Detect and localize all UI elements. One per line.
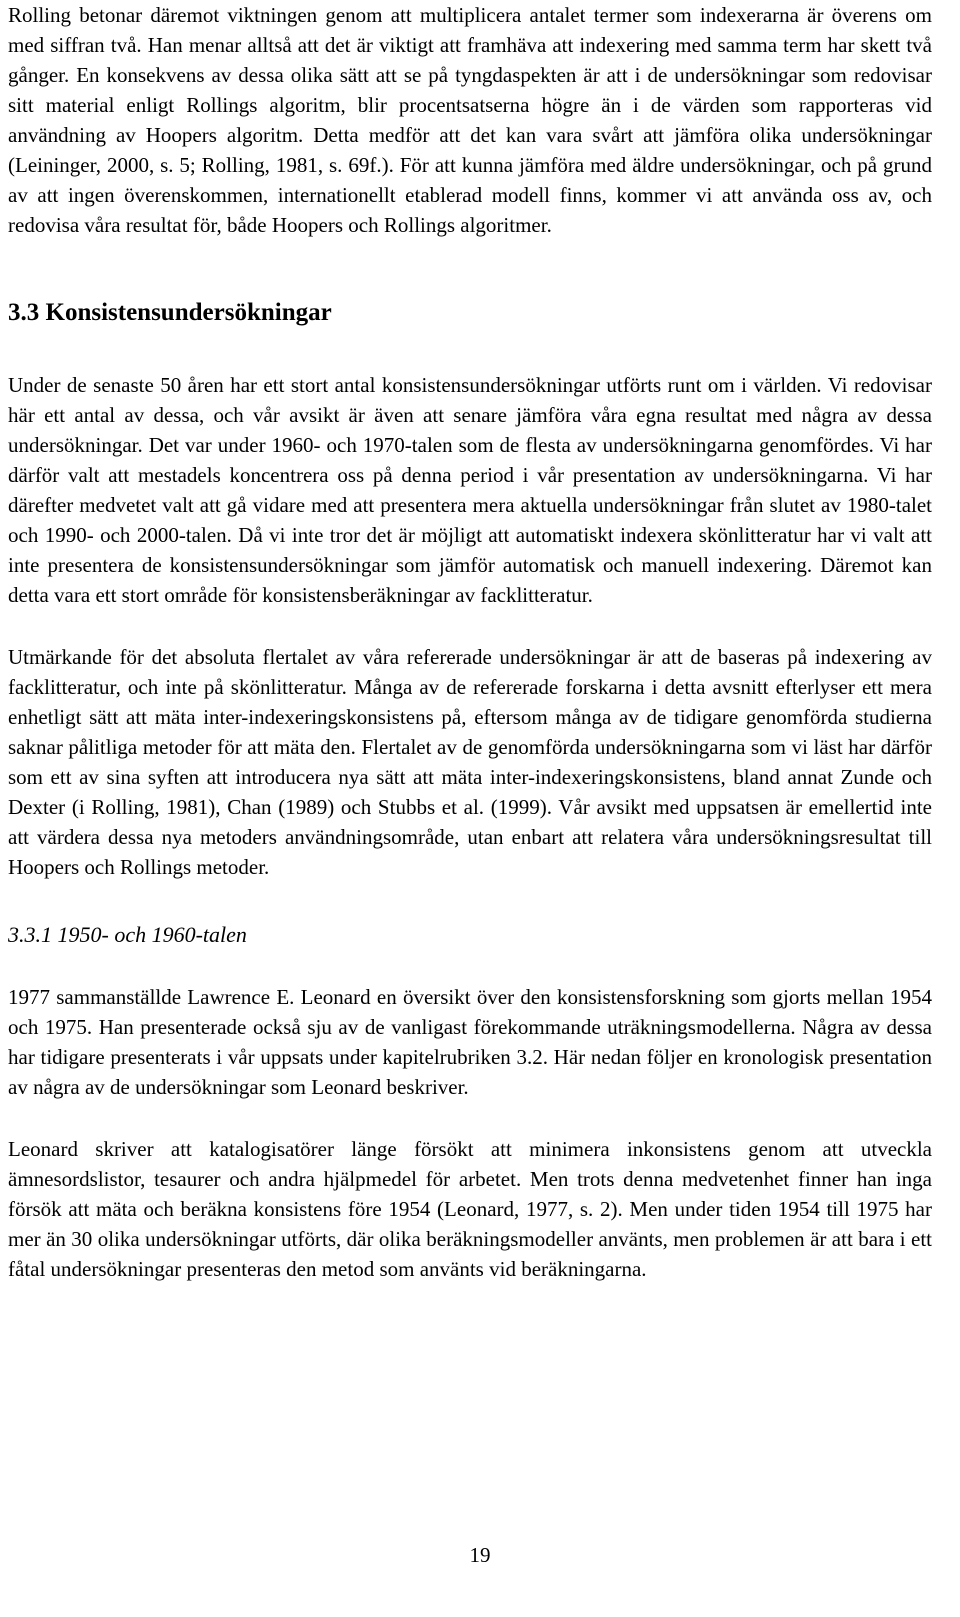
body-paragraph-intro: Rolling betonar däremot viktningen genom att multiplicera antalet termer som indexerarna är överens om med siffran två. Han menar alltså att det är viktigt att framhäva att indexering med samma term har skett två gånger. En konsekvens av dessa olika sätt att se på tyngdaspekten är att i de undersökningar som redovisar sitt material enligt Rollings algoritm, blir procentsatserna högre än i de värden som rapporteras vid användning av Hoopers algoritm. Detta medför att det kan vara svårt att jämföra olika undersökningar (Leininger, 2000, s. 5; Rolling, 1981, s. 69f.). För att kunna jämföra med äldre undersökningar, och på grund av att ingen överenskommen, internationellt etablerad modell finns, kommer vi att använda oss av, och redovisa våra resultat för, både Hoopers och Rollings algoritmer.: [8, 3, 932, 237]
body-paragraph: Utmärkande för det absoluta flertalet av våra refererade undersökningar är att de baseras på indexering av facklitteratur, och inte på skönlitteratur. Många av de refererade forskarna i detta avsnitt efterlyser ett mera enhetligt sätt att mäta inter-indexeringskonsistens på, eftersom många av de tidigare genomförda studierna saknar pålitliga metoder för att mäta den. Flertalet av de genomförda undersökningarna som vi läst har därför som ett av sina syften att introducera nya sätt att mäta inter-indexeringskonsistens, bland annat Zunde och Dexter (i Rolling, 1981), Chan (1989) och Stubbs et al. (1999). Vår avsikt med uppsatsen är emellertid inte att värdera dessa nya metoders användningsområde, utan enbart att relatera våra undersökningsresultat till Hoopers och Rollings metoder.: [8, 645, 932, 879]
body-paragraph: Leonard skriver att katalogisatörer länge försökt att minimera inkonsistens genom att utveckla ämnesordslistor, tesaurer och andra hjälpmedel för arbetet. Men trots denna medvetenhet finner han inga försök att mäta och beräkna konsistens före 1954 (Leonard, 1977, s. 2). Men under tiden 1954 till 1975 har mer än 30 olika undersökningar utförts, där olika beräkningsmodeller använts, men problemen är att bara i ett fåtal undersökningar presenteras den metod som använts vid beräkningarna.: [8, 1137, 932, 1281]
body-paragraph: Under de senaste 50 åren har ett stort antal konsistensundersökningar utförts runt om i världen. Vi redovisar här ett antal av dessa, och vår avsikt är även att senare jämföra våra egna resultat med några av dessa undersökningar. Det var under 1960- och 1970-talen som de flesta av undersökningarna genomfördes. Vi har därför valt att mestadels koncentrera oss på denna period i vår presentation av undersökningarna. Vi har därefter medvetet valt att gå vidare med att presentera mera aktuella undersökningar från slutet av 1980-talet och 1990- och 2000-talen. Då vi inte tror det är möjligt att automatiskt indexera skönlitteratur har vi valt att inte presentera de konsistensundersökningar som jämför automatisk och manuell indexering. Däremot kan detta vara ett stort område för konsistensberäkningar av facklitteratur.: [8, 373, 932, 607]
subsection-heading: 3.3.1 1950- och 1960-talen: [8, 922, 247, 947]
section-heading: 3.3 Konsistensundersökningar: [8, 299, 332, 326]
page-number: 19: [469, 1543, 491, 1567]
body-paragraph: 1977 sammanställde Lawrence E. Leonard en översikt över den konsistensforskning som gjorts mellan 1954 och 1975. Han presenterade också sju av de vanligast förekommande uträkningsmodellerna. Några av dessa har tidigare presenterats i vår uppsats under kapitelrubriken 3.2. Här nedan följer en kronologisk presentation av några av de undersökningar som Leonard beskriver.: [8, 985, 932, 1099]
